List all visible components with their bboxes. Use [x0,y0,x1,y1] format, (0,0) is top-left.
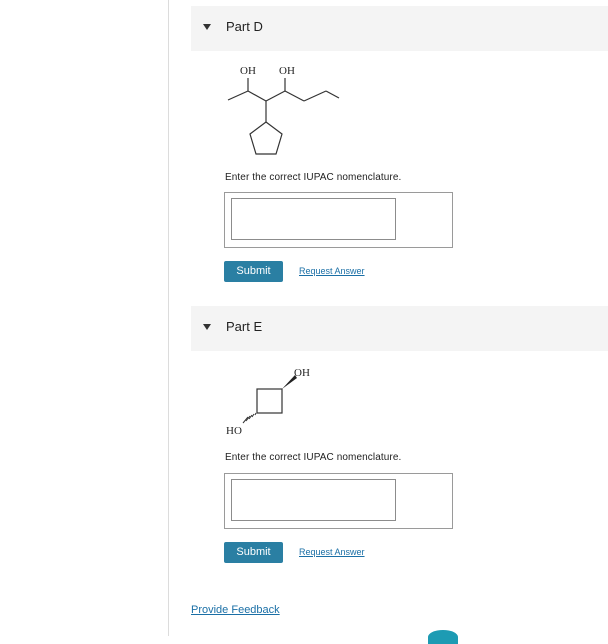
part-d-answer-input[interactable] [231,198,396,240]
part-e-header[interactable] [191,306,608,351]
part-e-prompt: Enter the correct IUPAC nomenclature. [225,452,402,463]
collapse-triangle-icon[interactable] [203,24,211,30]
part-d-molecule-structure [220,60,350,160]
part-d-answer-container [224,192,453,248]
part-e-molecule-structure [222,362,322,442]
part-d-submit-button[interactable]: Submit [224,261,283,282]
part-d-prompt: Enter the correct IUPAC nomenclature. [225,172,402,183]
part-d-header[interactable] [191,6,608,51]
part-d-oh-label-2: OH [279,65,295,77]
left-divider [168,0,169,636]
collapse-triangle-icon[interactable] [203,324,211,330]
part-e-oh-label: OH [294,367,310,379]
help-badge-icon[interactable] [428,630,458,644]
part-e-title: Part E [226,319,263,334]
part-e-ho-label: HO [226,425,242,437]
part-d-request-answer-link[interactable]: Request Answer [299,266,365,276]
part-e-request-answer-link[interactable]: Request Answer [299,547,365,557]
part-e-answer-container [224,473,453,529]
part-d-title: Part D [226,19,263,34]
part-e-submit-button[interactable]: Submit [224,542,283,563]
part-e-answer-input[interactable] [231,479,396,521]
provide-feedback-link[interactable]: Provide Feedback [191,604,280,616]
part-d-oh-label-1: OH [240,65,256,77]
